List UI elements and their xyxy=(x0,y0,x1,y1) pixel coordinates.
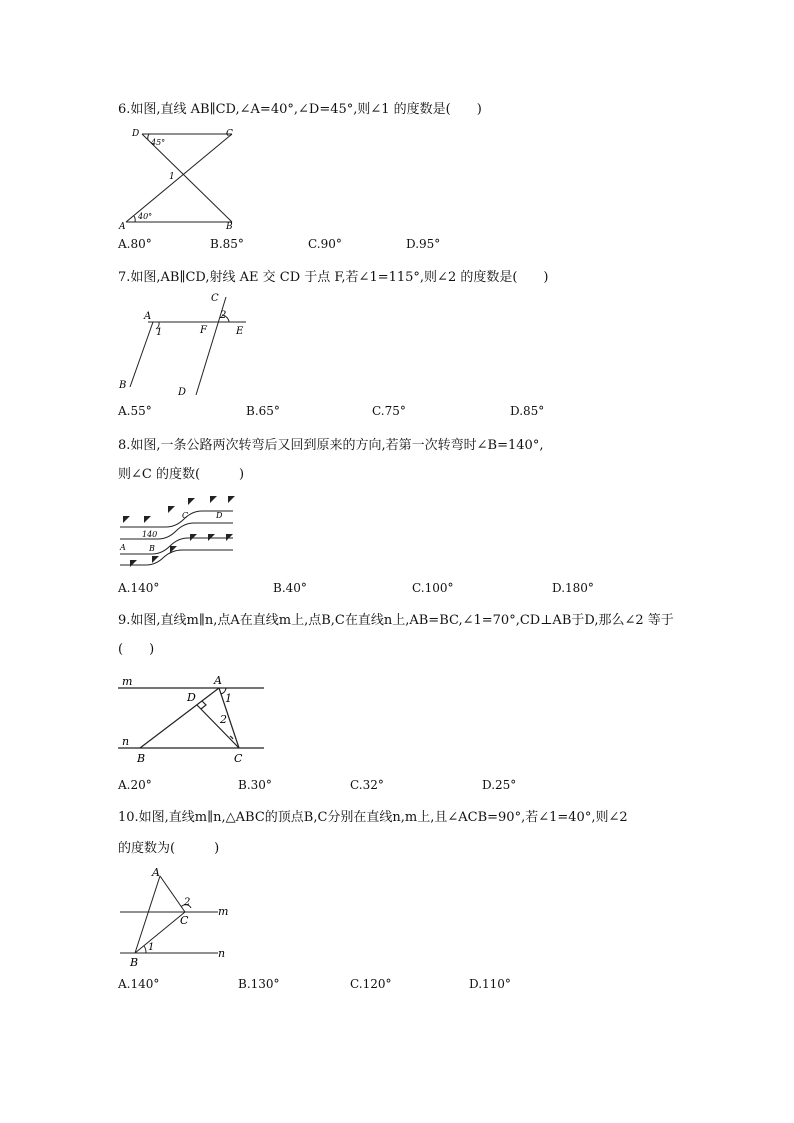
question-10-text: 10.如图,直线m∥n,△ABC的顶点B,C分别在直线n,m上,且∠ACB=90°,若∠1=40°,则∠2 xyxy=(118,810,628,825)
option-d[interactable]: D.95° xyxy=(406,237,441,251)
option-d[interactable]: D.85° xyxy=(510,404,545,418)
option-c[interactable]: C.90° xyxy=(308,237,342,251)
fig10-label-b: B xyxy=(130,956,139,969)
fig7-label-2: 2 xyxy=(220,310,227,321)
fig9-label-1: 1 xyxy=(225,692,232,705)
fig6-angle-a: 40° xyxy=(138,212,153,221)
fig7-label-1: 1 xyxy=(156,327,163,338)
fig7-label-e: E xyxy=(236,326,244,337)
option-b[interactable]: B.85° xyxy=(210,237,244,251)
fig10-label-n: n xyxy=(218,947,226,960)
question-10-text-2: 的度数为( ) xyxy=(118,841,220,856)
option-b[interactable]: B.130° xyxy=(238,977,280,991)
figure-q8 xyxy=(118,492,238,572)
options-q7 xyxy=(118,404,678,420)
fig6-label-a: A xyxy=(119,222,126,232)
fig7-label-a: A xyxy=(144,311,152,322)
fig9-label-n: n xyxy=(122,735,130,748)
fig6-label-b: B xyxy=(226,222,233,232)
fig9-label-2: 2 xyxy=(220,713,227,726)
option-a[interactable]: A.55° xyxy=(118,404,152,418)
figure-q9 xyxy=(118,672,268,772)
fig8-label-b: B xyxy=(149,544,155,553)
fig10-label-c: C xyxy=(180,914,189,927)
fig8-angle-b: 140 xyxy=(142,530,158,539)
options-q6 xyxy=(118,237,678,253)
fig10-label-m: m xyxy=(218,905,229,918)
fig7-label-b: B xyxy=(119,380,127,391)
option-a[interactable]: A.20° xyxy=(118,778,152,792)
fig7-label-d: D xyxy=(178,387,187,398)
option-a[interactable]: A.140° xyxy=(118,977,160,991)
option-b[interactable]: B.30° xyxy=(238,778,272,792)
figure-q10 xyxy=(118,864,238,972)
question-7-text: 7.如图,AB∥CD,射线 AE 交 CD 于点 F,若∠1=115°,则∠2 的度数是( ) xyxy=(118,270,549,285)
fig8-label-d: D xyxy=(216,511,223,520)
option-d[interactable]: D.110° xyxy=(469,977,511,991)
fig9-label-d: D xyxy=(187,691,196,704)
fig9-label-b: B xyxy=(137,752,146,765)
option-c[interactable]: C.75° xyxy=(372,404,406,418)
fig9-label-a: A xyxy=(214,674,222,687)
fig8-label-a: A xyxy=(120,543,126,552)
fig10-label-1: 1 xyxy=(148,942,155,953)
option-a[interactable]: A.140° xyxy=(118,581,160,595)
fig7-label-f: F xyxy=(200,325,207,336)
fig6-label-c: C xyxy=(226,129,233,139)
question-6-text: 6.如图,直线 AB∥CD,∠A=40°,∠D=45°,则∠1 的度数是( ) xyxy=(118,102,482,117)
option-d[interactable]: D.25° xyxy=(482,778,517,792)
option-b[interactable]: B.40° xyxy=(273,581,307,595)
question-8-text: 8.如图,一条公路两次转弯后又回到原来的方向,若第一次转弯时∠B=140°, xyxy=(118,438,544,453)
fig10-label-2: 2 xyxy=(184,897,191,908)
option-c[interactable]: C.100° xyxy=(412,581,454,595)
options-q10 xyxy=(118,977,678,993)
fig9-label-m: m xyxy=(122,675,133,688)
fig10-label-a: A xyxy=(152,866,160,879)
question-9-text-2: ( ) xyxy=(118,642,155,657)
fig6-angle-d: 45° xyxy=(151,138,166,147)
option-a[interactable]: A.80° xyxy=(118,237,152,251)
option-d[interactable]: D.180° xyxy=(552,581,594,595)
fig6-label-d: D xyxy=(132,129,140,139)
figure-q7 xyxy=(118,289,253,399)
options-q9 xyxy=(118,778,678,794)
question-9-text: 9.如图,直线m∥n,点A在直线m上,点B,C在直线n上,AB=BC,∠1=70°,CD⊥AB于D,那么∠2 等于 xyxy=(118,613,674,628)
fig8-label-c: C xyxy=(182,511,189,520)
options-q8 xyxy=(118,581,678,597)
fig7-label-c: C xyxy=(211,293,219,304)
option-c[interactable]: C.32° xyxy=(350,778,384,792)
fig6-label-1: 1 xyxy=(169,172,175,182)
fig9-label-c: C xyxy=(234,752,243,765)
option-b[interactable]: B.65° xyxy=(246,404,280,418)
option-c[interactable]: C.120° xyxy=(350,977,392,991)
question-8-text-2: 则∠C 的度数( ) xyxy=(118,467,245,482)
figure-q6 xyxy=(118,125,238,233)
